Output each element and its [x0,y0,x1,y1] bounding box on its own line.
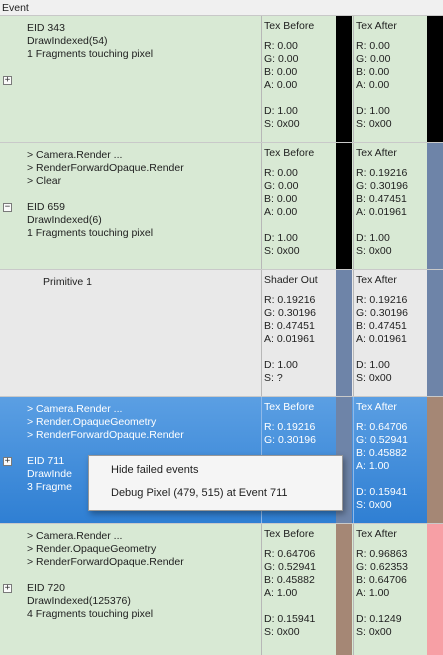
value-line: D: 1.00 [356,105,390,117]
expand-icon[interactable]: + [4,583,11,593]
column-divider [353,270,354,396]
value-line: G: 0.00 [264,53,299,65]
event-line: DrawIndexed(6) [27,214,102,226]
value-line: S: 0x00 [264,245,300,257]
value-line: D: 1.00 [264,359,298,371]
value-line: B: 0.45882 [264,574,315,586]
value-line: R: 0.19216 [264,421,316,433]
event-line: > Clear [27,175,62,187]
value-line: G: 0.30196 [264,307,316,319]
column-header[interactable] [0,0,443,16]
value-line: B: 0.00 [356,66,390,78]
before-color-swatch [336,524,352,655]
event-line: EID 711 [27,455,65,467]
value-line: A: 0.00 [356,79,390,91]
value-line: G: 0.00 [264,180,299,192]
tex-after-values [356,274,408,385]
value-line: D: 1.00 [264,232,298,244]
event-line: > RenderForwardOpaque.Render [27,556,184,568]
tex-after-title: Tex After [356,20,397,32]
history-row[interactable] [0,524,443,655]
value-line: R: 0.00 [264,167,298,179]
debug-pixel-menu-item[interactable]: Debug Pixel (479, 515) at Event 711 [111,487,288,499]
tex-before-values [264,528,316,639]
tex-after-values [356,528,408,639]
value-line: D: 1.00 [356,232,390,244]
event-line [27,188,184,201]
value-line: R: 0.96863 [356,548,408,560]
value-line [356,600,408,613]
expand-icon[interactable]: + [4,456,11,466]
value-line: R: 0.64706 [264,548,316,560]
event-line: > Camera.Render ... [27,403,123,415]
tex-before-title: Tex Before [264,401,315,413]
event-line: > Render.OpaqueGeometry [27,416,157,428]
value-line: D: 0.15941 [264,613,316,625]
column-divider [261,16,262,142]
event-line [27,442,184,455]
event-line: > RenderForwardOpaque.Render [27,162,184,174]
value-line: B: 0.47451 [264,320,315,332]
event-line: > Camera.Render ... [27,149,123,161]
context-menu [88,455,343,511]
value-line: S: 0x00 [356,372,392,384]
value-line: D: 1.00 [356,359,390,371]
value-line: A: 0.01961 [264,333,315,345]
event-info [43,276,92,289]
event-line: 1 Fragments touching pixel [27,48,154,60]
value-line [264,346,318,359]
column-divider [261,143,262,269]
event-line: 4 Fragments touching pixel [27,608,154,620]
tex-after-title: Tex After [356,147,397,159]
history-row[interactable] [0,16,443,143]
event-line: DrawInde [27,468,72,480]
value-line: A: 0.00 [264,79,298,91]
value-line: B: 0.64706 [356,574,407,586]
value-line: A: 1.00 [356,587,390,599]
tex-after-values [356,147,408,258]
value-line: S: 0x00 [356,245,392,257]
history-row[interactable] [0,270,443,397]
value-line [356,346,408,359]
value-line: A: 0.01961 [356,206,407,218]
column-divider [353,397,354,523]
event-info [27,149,184,240]
event-line [27,569,184,582]
event-line: > Camera.Render ... [27,530,123,542]
value-line: S: 0x00 [356,626,392,638]
value-line: B: 0.47451 [356,193,407,205]
value-line: G: 0.30196 [356,180,408,192]
value-line: S: ? [264,372,283,384]
value-line: S: 0x00 [356,118,392,130]
after-color-swatch [427,16,443,142]
column-divider [261,524,262,655]
event-line: 3 Fragme [27,481,72,493]
value-line: A: 1.00 [356,460,390,472]
value-line: G: 0.52941 [264,561,316,573]
value-line: G: 0.00 [356,53,391,65]
event-line: DrawIndexed(54) [27,35,108,47]
value-line: R: 0.00 [356,40,390,52]
event-line: EID 343 [27,22,65,34]
column-divider [261,270,262,396]
value-line: R: 0.64706 [356,421,408,433]
value-line [264,600,316,613]
value-line: G: 0.30196 [356,307,408,319]
event-line: EID 659 [27,201,65,213]
event-line: DrawIndexed(125376) [27,595,131,607]
tex-after-values [356,401,408,512]
event-line: 1 Fragments touching pixel [27,227,154,239]
history-row[interactable] [0,143,443,270]
tex-before-title: Tex Before [264,20,315,32]
after-color-swatch [427,524,443,655]
value-line [356,92,397,105]
value-line: S: 0x00 [264,118,300,130]
tex-after-title: Tex After [356,401,397,413]
value-line: A: 0.01961 [356,333,407,345]
value-line [356,473,408,486]
tex-before-values [264,20,314,131]
event-line: > Render.OpaqueGeometry [27,543,157,555]
value-line: D: 0.1249 [356,613,402,625]
primitive-label: Primitive 1 [43,276,93,288]
column-divider [353,16,354,142]
tex-after-values [356,20,397,131]
tex-after-title: Tex After [356,528,397,540]
shader-out-values [264,274,318,385]
column-divider [353,524,354,655]
event-column-title: Event [2,2,29,14]
after-color-swatch [427,270,443,396]
value-line: S: 0x00 [356,499,392,511]
column-divider [353,143,354,269]
shader-out-color-swatch [336,270,352,396]
tex-before-title: Tex Before [264,528,315,540]
value-line: B: 0.00 [264,193,298,205]
shader-out-title: Shader Out [264,274,318,286]
before-color-swatch [336,16,352,142]
value-line: R: 0.19216 [264,294,316,306]
value-line: G: 0.30196 [264,434,316,446]
value-line [264,219,314,232]
value-line: A: 0.00 [264,206,298,218]
tex-before-title: Tex Before [264,147,315,159]
tex-after-title: Tex After [356,274,397,286]
after-color-swatch [427,397,443,523]
value-line: A: 1.00 [264,587,298,599]
value-line: B: 0.47451 [356,320,407,332]
value-line: B: 0.45882 [356,447,407,459]
value-line: G: 0.52941 [356,434,408,446]
value-line [264,92,314,105]
after-color-swatch [427,143,443,269]
event-info [27,530,184,621]
hide-failed-events-menu-item[interactable]: Hide failed events [111,464,199,476]
value-line: D: 1.00 [264,105,298,117]
event-info [27,22,153,61]
value-line [356,219,408,232]
before-color-swatch [336,143,352,269]
tex-before-values [264,147,314,258]
value-line: B: 0.00 [264,66,298,78]
expand-icon[interactable]: + [4,75,11,85]
value-line: R: 0.00 [264,40,298,52]
value-line: D: 0.15941 [356,486,408,498]
collapse-icon[interactable]: − [4,202,11,212]
value-line: R: 0.19216 [356,294,408,306]
value-line: G: 0.62353 [356,561,408,573]
value-line: S: 0x00 [264,626,300,638]
event-line: EID 720 [27,582,65,594]
value-line: R: 0.19216 [356,167,408,179]
event-line: > RenderForwardOpaque.Render [27,429,184,441]
